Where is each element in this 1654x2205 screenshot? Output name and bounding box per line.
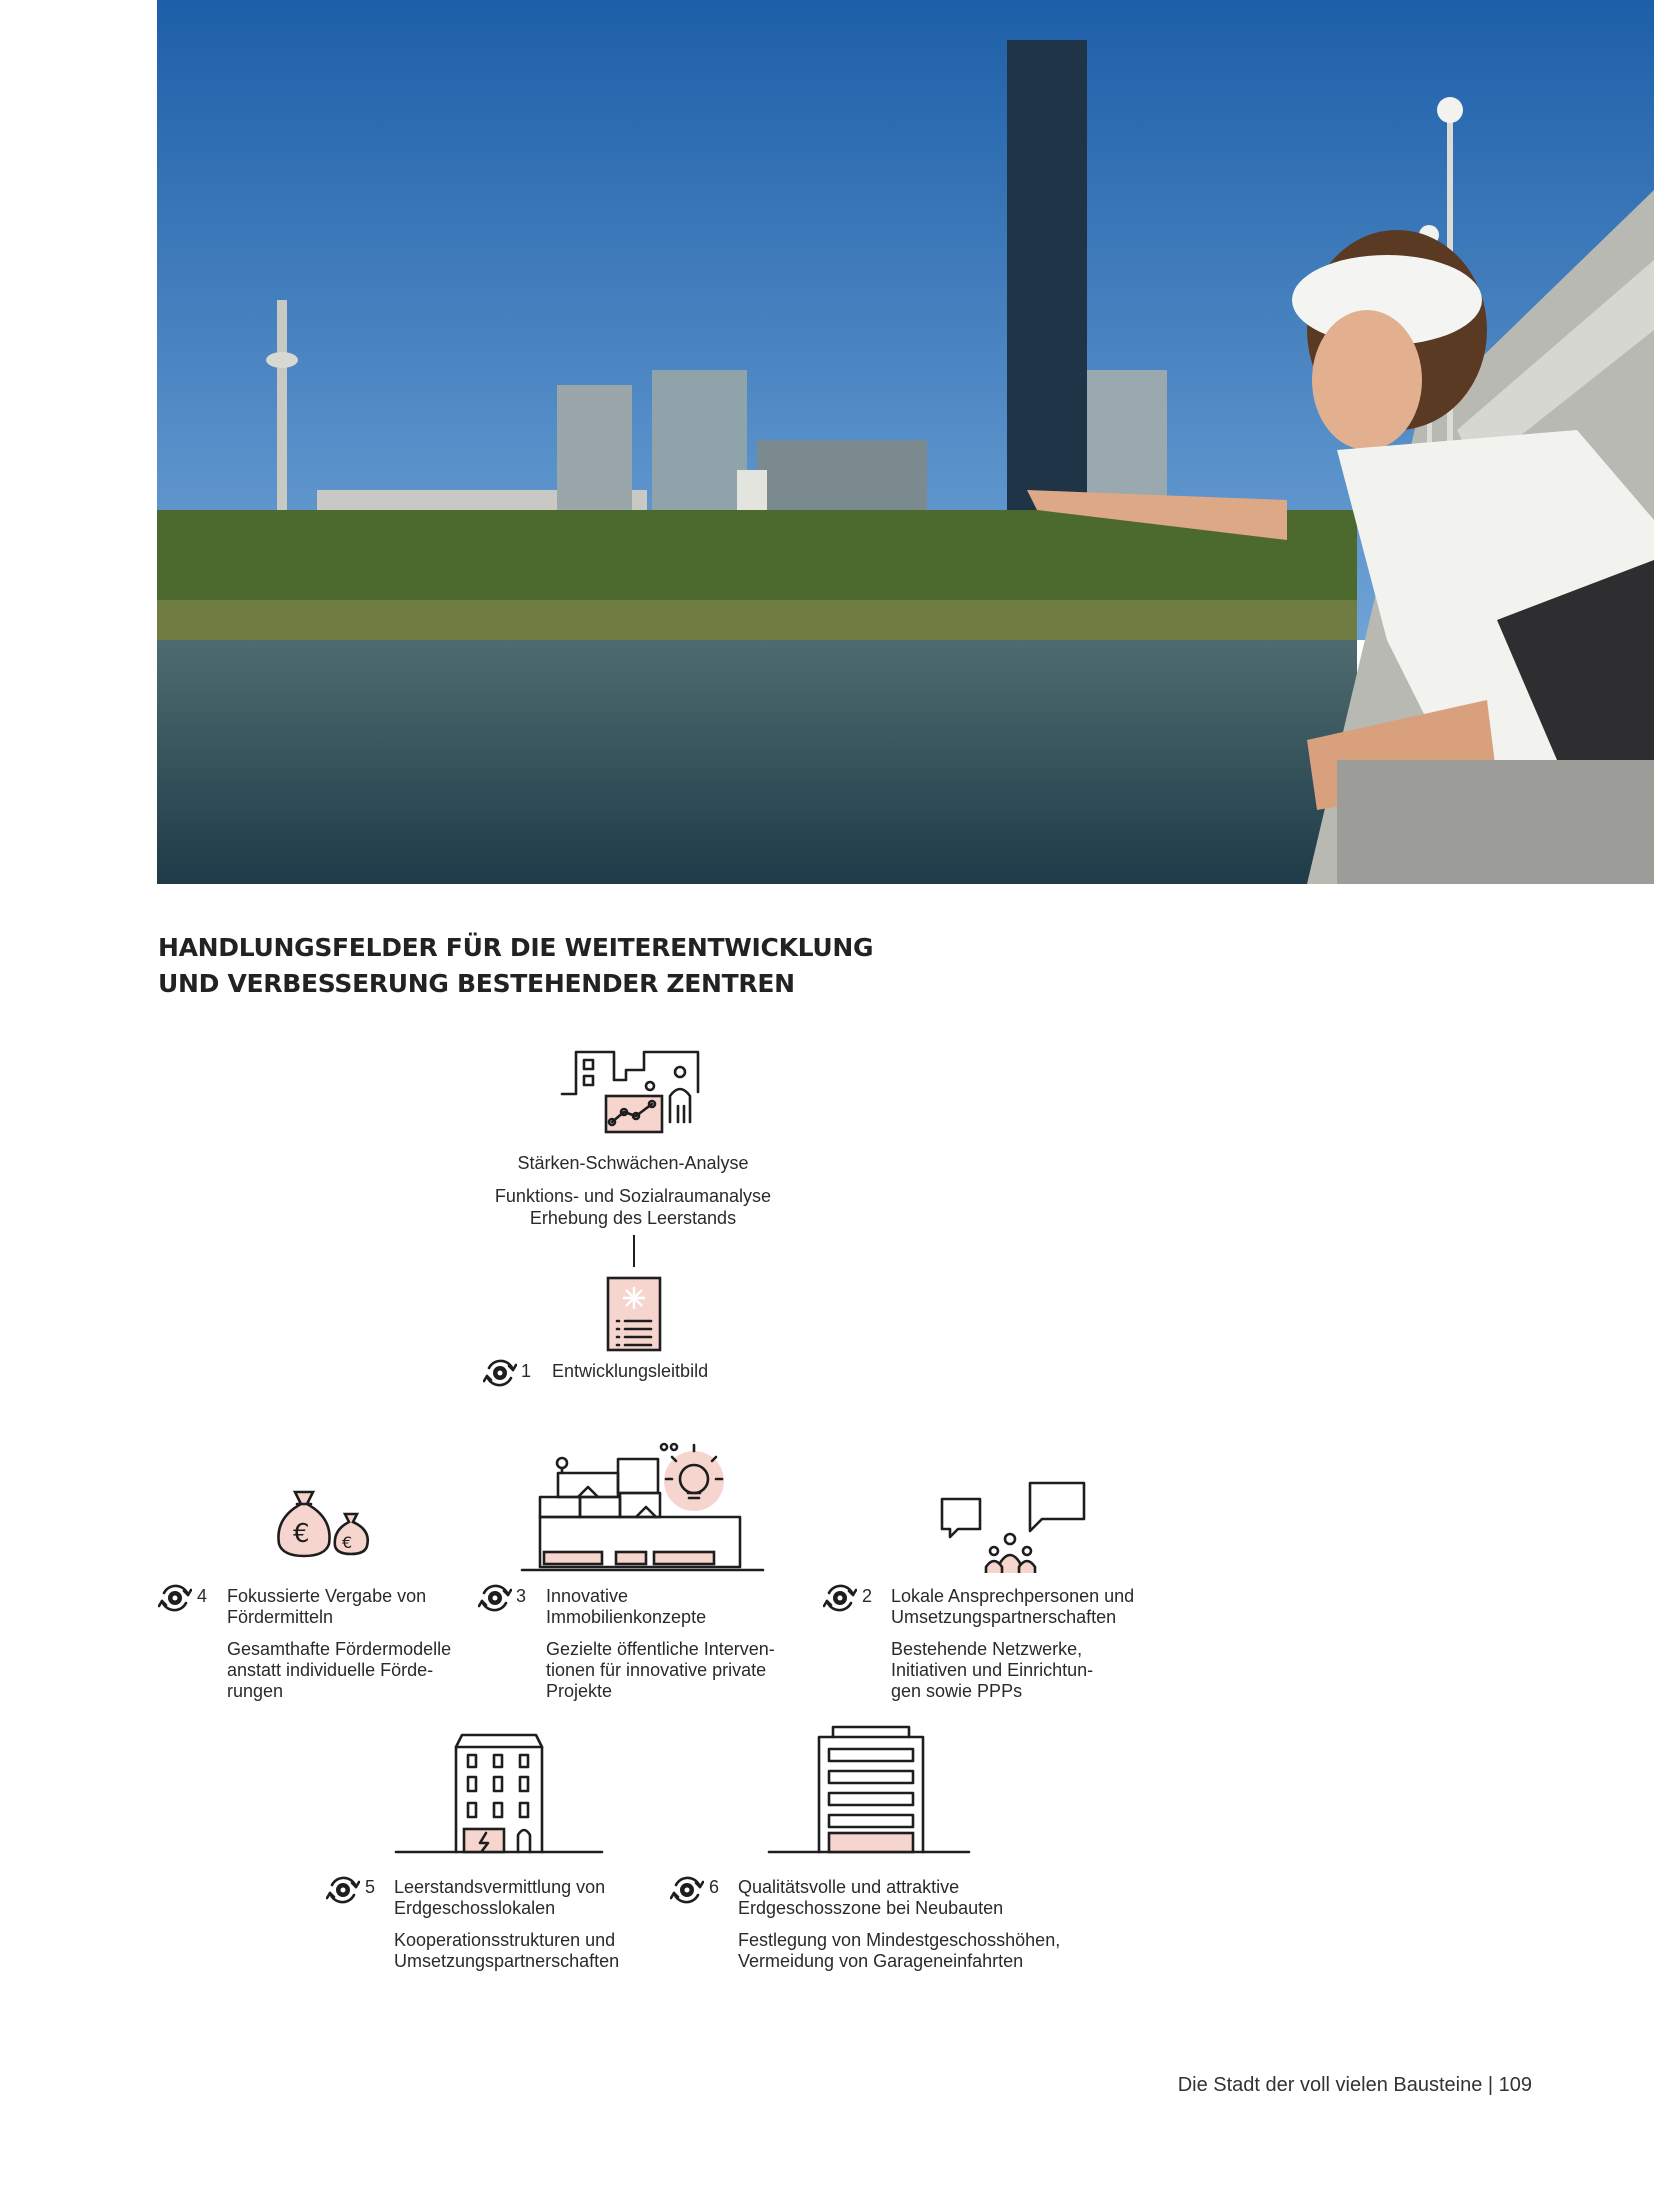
item-5-desc-2: Umsetzungspartnerschaften xyxy=(394,1951,620,1971)
item-6-text xyxy=(738,1877,1098,1972)
item-5-title-1: Leerstandsvermittlung von xyxy=(394,1877,606,1897)
item-3-desc-1: Gezielte öffentliche Interven- xyxy=(546,1639,775,1659)
speech-bubbles-icon xyxy=(938,1481,1086,1575)
gear-cycle-icon xyxy=(670,1873,704,1907)
page-footer: Die Stadt der voll vielen Bausteine | 109 xyxy=(1177,2074,1532,2096)
analysis-title: Stärken-Schwächen-Analyse xyxy=(517,1153,749,1173)
gear-cycle-icon xyxy=(326,1873,360,1907)
item-5-desc-1: Kooperationsstrukturen und xyxy=(394,1930,616,1950)
item-2-number: 2 xyxy=(862,1586,873,1606)
heading-line-1: HANDLUNGSFELDER FÜR DIE WEITERENTWICKLUNG xyxy=(158,933,874,962)
old-building-icon xyxy=(394,1725,604,1855)
money-bags-icon xyxy=(275,1484,380,1558)
gear-cycle-icon xyxy=(478,1581,512,1615)
item-5-number: 5 xyxy=(365,1877,376,1897)
item-3-desc-2: tionen für innovative private xyxy=(546,1660,767,1680)
item-4-text xyxy=(227,1586,487,1702)
item-5-title-2: Erdgeschosslokalen xyxy=(394,1898,556,1918)
item-4-desc-1: Gesamthafte Fördermodelle xyxy=(227,1639,452,1659)
item-2-text xyxy=(891,1586,1191,1702)
new-building-icon xyxy=(767,1725,971,1855)
item-6-title-2: Erdgeschosszone bei Neubauten xyxy=(738,1898,1004,1918)
item-4-desc-3: rungen xyxy=(227,1681,284,1701)
item-1-number: 1 xyxy=(521,1361,532,1381)
item-3-text xyxy=(546,1586,826,1702)
item-3-title-2: Immobilienkonzepte xyxy=(546,1607,707,1627)
document-icon xyxy=(605,1275,663,1353)
heading-line-2: UND VERBESSERUNG BESTEHENDER ZENTREN xyxy=(158,969,795,998)
item-4-desc-2: anstatt individuelle Förde- xyxy=(227,1660,434,1680)
gear-cycle-icon xyxy=(158,1581,192,1615)
gear-cycle-icon xyxy=(823,1581,857,1615)
item-3-number: 3 xyxy=(516,1586,527,1606)
item-6-desc-1: Festlegung von Mindestgeschosshöhen, xyxy=(738,1930,1061,1950)
hero-photo xyxy=(157,0,1654,884)
item-2-desc-1: Bestehende Netzwerke, xyxy=(891,1639,1083,1659)
item-2-title-2: Umsetzungspartnerschaften xyxy=(891,1607,1117,1627)
item-2-desc-3: gen sowie PPPs xyxy=(891,1681,1023,1701)
item-1-title: Entwicklungsleitbild xyxy=(552,1361,709,1381)
item-2-desc-2: Initiativen und Einrichtun- xyxy=(891,1660,1094,1680)
analysis-line-2: Erhebung des Leerstands xyxy=(529,1208,737,1228)
svg-text:€: € xyxy=(342,1533,353,1552)
item-4-number: 4 xyxy=(197,1586,208,1606)
connector-line xyxy=(633,1235,635,1267)
analysis-line-1: Funktions- und Sozialraumanalyse xyxy=(494,1186,772,1206)
item-5-text xyxy=(394,1877,694,1972)
item-2-title-1: Lokale Ansprechpersonen und xyxy=(891,1586,1135,1606)
item-4-title-1: Fokussierte Vergabe von xyxy=(227,1586,427,1606)
item-3-desc-3: Projekte xyxy=(546,1681,613,1701)
item-6-number: 6 xyxy=(709,1877,720,1897)
city-analysis-icon xyxy=(558,1042,718,1134)
building-block-icon xyxy=(518,1437,766,1573)
gear-cycle-icon xyxy=(483,1356,517,1390)
section-heading xyxy=(158,930,1058,1002)
item-4-title-2: Fördermitteln xyxy=(227,1607,334,1627)
item-3-title-1: Innovative xyxy=(546,1586,629,1606)
item-6-desc-2: Vermeidung von Garageneinfahrten xyxy=(738,1951,1024,1971)
svg-text:€: € xyxy=(293,1519,310,1549)
item-6-title-1: Qualitätsvolle und attraktive xyxy=(738,1877,960,1897)
